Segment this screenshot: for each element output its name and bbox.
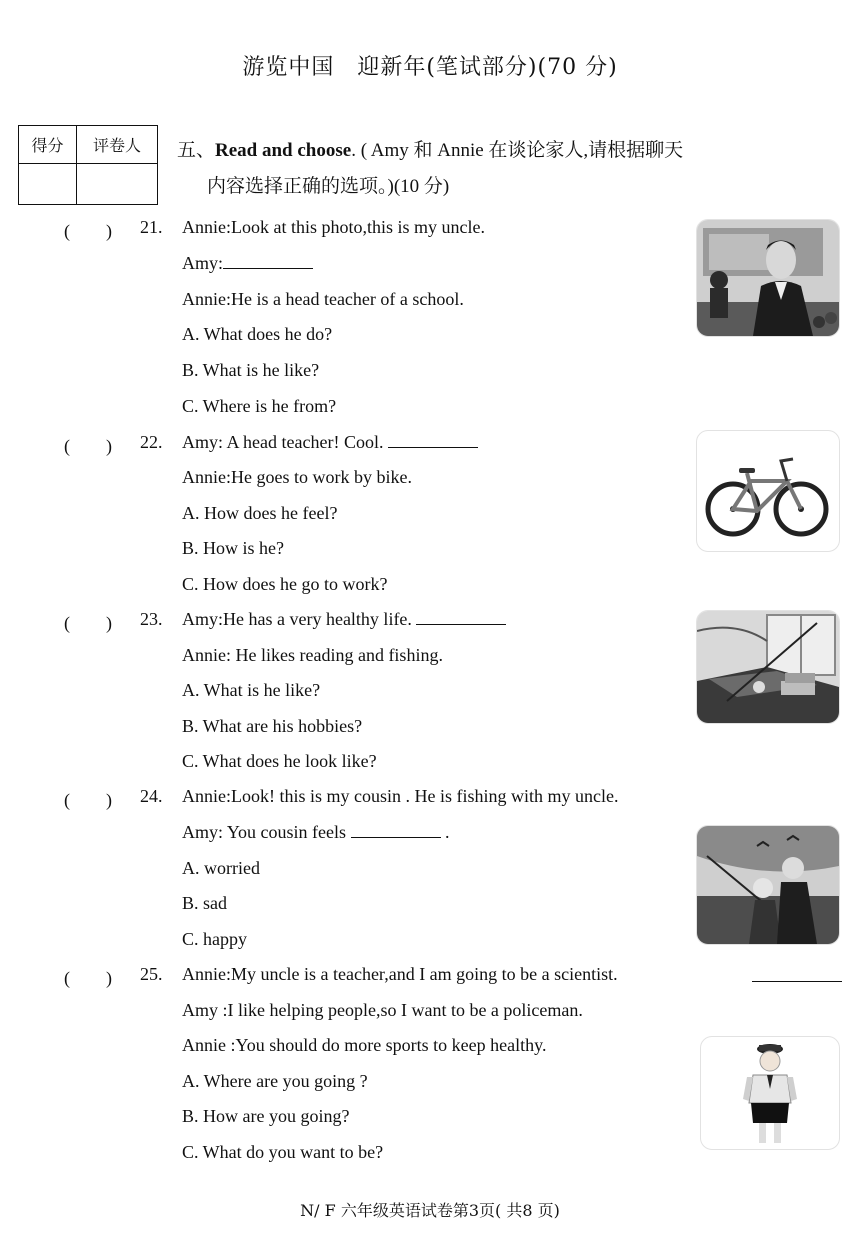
question-number-22: 22. (140, 432, 163, 452)
q25-option-b: B. How are you going? (182, 1106, 350, 1126)
answer-bracket-25[interactable]: ( ) (64, 968, 112, 988)
page-title: 游览中国 迎新年(笔试部分)(70 分) (242, 55, 618, 80)
q23-option-c: C. What does he look like? (182, 751, 377, 771)
question-number-24: 24. (140, 786, 163, 806)
score-field[interactable] (19, 164, 77, 204)
q24-line-2: Amy: You cousin feels . (182, 822, 450, 842)
q21-option-c: C. Where is he from? (182, 396, 337, 416)
q25-option-c: C. What do you want to be? (182, 1142, 384, 1162)
question-number-25: 25. (140, 964, 163, 984)
q24-option-a: A. worried (182, 858, 260, 878)
bike-photo (696, 430, 840, 552)
q21-line-3: Annie:He is a head teacher of a school. (182, 289, 464, 309)
question-number-23: 23. (140, 609, 163, 629)
answer-blank-21[interactable] (223, 254, 313, 269)
q22-option-b: B. How is he? (182, 538, 284, 558)
answer-blank-25[interactable] (752, 967, 842, 982)
fishing-desk-photo (696, 610, 840, 724)
q25-line-2: Amy :I like helping people,so I want to be a policeman. (182, 1000, 583, 1020)
q21-option-a: A. What does he do? (182, 324, 333, 344)
q21-line-2: Amy: (182, 253, 313, 274)
q22-option-a: A. How does he feel? (182, 503, 338, 523)
q22-line-2: Annie:He goes to work by bike. (182, 467, 412, 487)
q24-line-1: Annie:Look! this is my cousin . He is fishing with my uncle. (182, 786, 619, 806)
answer-bracket-21[interactable]: ( ) (64, 221, 112, 241)
q23-line-2: Annie: He likes reading and fishing. (182, 645, 443, 665)
answer-bracket-23[interactable]: ( ) (64, 613, 112, 633)
q25-blank-line (752, 966, 842, 987)
answer-blank-22[interactable] (388, 433, 478, 448)
answer-bracket-24[interactable]: ( ) (64, 790, 112, 810)
q24-option-c: C. happy (182, 929, 247, 949)
q21-option-b: B. What is he like? (182, 360, 320, 380)
answer-blank-24[interactable] (351, 823, 441, 838)
section-title: Read and choose (215, 140, 352, 161)
cousin-fishing-photo (696, 825, 840, 945)
q25-option-a: A. Where are you going ? (182, 1071, 368, 1091)
q21-line-1: Annie:Look at this photo,this is my uncle. (182, 217, 485, 237)
q23-option-b: B. What are his hobbies? (182, 716, 363, 736)
policewoman-photo (700, 1036, 840, 1150)
q23-option-a: A. What is he like? (182, 680, 321, 700)
page-footer: N/ F 六年级英语试卷第3页( 共8 页) (300, 1201, 560, 1220)
q22-option-c: C. How does he go to work? (182, 574, 388, 594)
q25-line-3: Annie :You should do more sports to keep healthy. (182, 1035, 547, 1055)
question-number-21: 21. (140, 217, 163, 237)
q24-option-b: B. sad (182, 893, 227, 913)
section-instruction-1: . ( Amy 和 Annie 在谈论家人,请根据聊天 (351, 140, 684, 161)
grader-field[interactable] (77, 164, 157, 204)
section-number: 五、 (177, 139, 216, 161)
score-box (18, 125, 158, 205)
answer-blank-23[interactable] (416, 610, 506, 625)
section-header (177, 132, 817, 205)
answer-bracket-22[interactable]: ( ) (64, 436, 112, 456)
grader-label: 评卷人 (77, 126, 157, 164)
q22-line-1: Amy: A head teacher! Cool. (182, 432, 478, 453)
teacher-photo (696, 219, 840, 337)
q25-line-1: Annie:My uncle is a teacher,and I am going to be a scientist. (182, 964, 618, 984)
q23-line-1: Amy:He has a very healthy life. (182, 609, 506, 630)
section-instruction-2: 内容选择正确的选项。)(10 分) (207, 176, 450, 197)
score-label: 得分 (19, 126, 77, 164)
